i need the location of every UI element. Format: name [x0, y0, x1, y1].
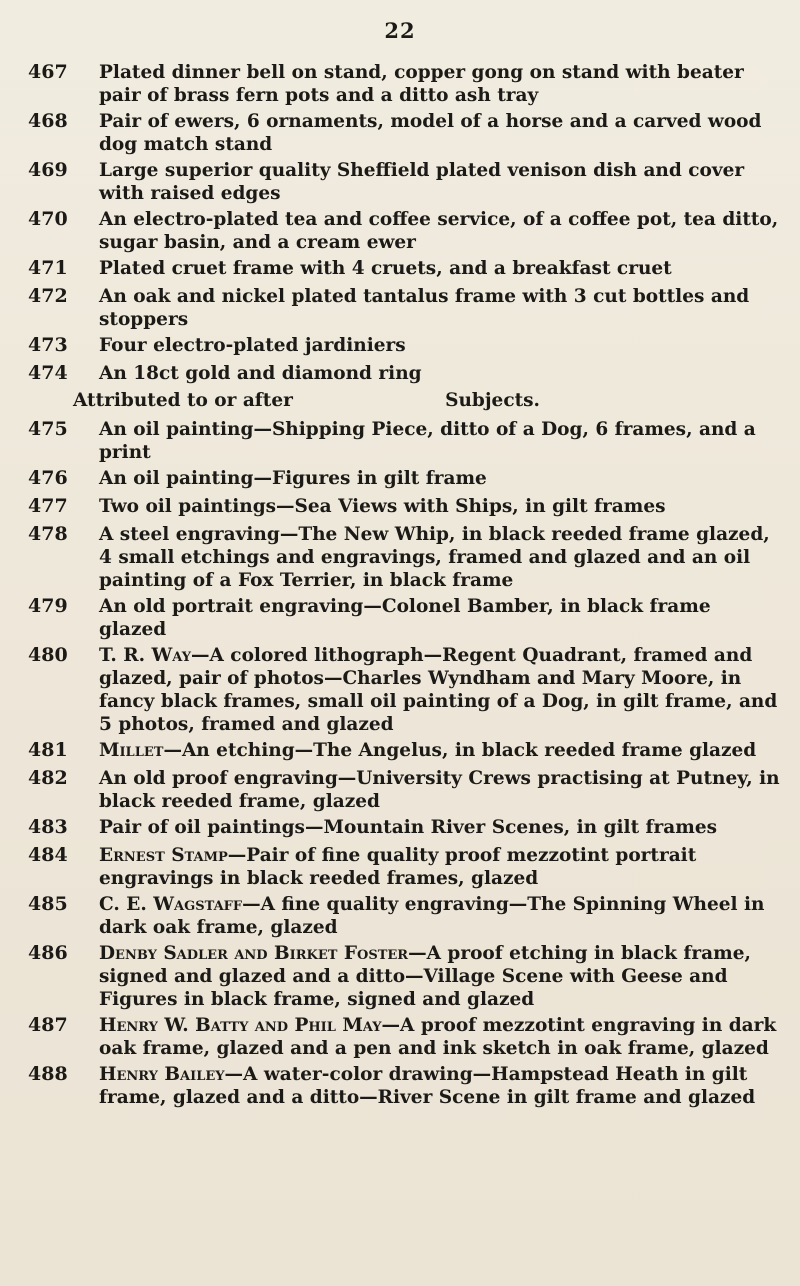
lot-entry — [28, 464, 780, 492]
lot-description: A steel engraving—The New Whip, in black reeded frame glazed, 4 small etchings and engravings, framed and glazed and an oil painting of a Fox Terrier, in black frame — [99, 524, 770, 591]
lot-entry — [28, 205, 780, 254]
lot-artist: Henry W. Batty and Phil May — [99, 1015, 382, 1036]
lot-number: 483 — [28, 816, 68, 838]
lot-number: 478 — [28, 523, 68, 545]
lot-description: Plated cruet frame with 4 cruets, and a breakfast cruet — [99, 258, 672, 279]
lot-number: 472 — [28, 285, 68, 307]
lot-artist: T. R. Way — [99, 645, 192, 666]
lot-number: 476 — [28, 467, 68, 489]
lot-number: 467 — [28, 61, 68, 83]
lot-entry — [28, 254, 780, 282]
lot-description — [99, 1060, 780, 1109]
lot-entry — [28, 813, 780, 841]
lot-entry — [28, 736, 780, 764]
lot-entry — [28, 939, 780, 1011]
lot-artist: Ernest Stamp — [99, 845, 228, 866]
lot-description: Pair of ewers, 6 ornaments, model of a horse and a carved wood dog match stand — [99, 111, 762, 155]
lot-entry — [28, 282, 780, 331]
lot-description: An electro-plated tea and coffee service, of a coffee pot, tea ditto, sugar basin, and a cream ewer — [99, 209, 779, 253]
lot-entry — [28, 107, 780, 156]
lot-description-text: —A proof mezzotint engraving in dark oak frame, glazed and a pen and ink sketch in oak frame, glazed — [99, 1015, 777, 1059]
section-header — [28, 387, 780, 415]
lot-entry — [28, 359, 780, 387]
lot-description — [99, 890, 780, 939]
lot-number: 477 — [28, 495, 68, 517]
lot-entry — [28, 331, 780, 359]
lot-number: 475 — [28, 418, 68, 440]
section-header-attribution: Attributed to or after — [73, 390, 293, 411]
lot-artist: Denby Sadler and Birket Foster — [99, 943, 409, 964]
lot-entry — [28, 156, 780, 205]
lot-entry — [28, 58, 780, 107]
lot-number: 479 — [28, 595, 68, 617]
lot-number: 480 — [28, 644, 68, 666]
lot-description — [99, 641, 780, 736]
lot-description: Two oil paintings—Sea Views with Ships, in gilt frames — [99, 496, 666, 517]
lot-description: Four electro-plated jardiniers — [99, 335, 406, 356]
lot-entry — [28, 1011, 780, 1060]
lot-description-text: —Pair of fine quality proof mezzotint portrait engravings in black reeded frames, glazed — [99, 845, 697, 889]
lot-entry — [28, 492, 780, 520]
lot-description-text: —A proof etching in black frame, signed and glazed and a ditto—Village Scene with Geese and Figures in black frame, signed and glazed — [99, 943, 751, 1010]
lot-number: 484 — [28, 844, 68, 866]
lot-number: 471 — [28, 257, 68, 279]
lot-entry — [28, 415, 780, 464]
lot-description — [99, 1011, 780, 1060]
lot-entry — [28, 890, 780, 939]
lot-artist: C. E. Wagstaff — [99, 894, 243, 915]
lot-entry — [28, 520, 780, 592]
lot-number: 482 — [28, 767, 68, 789]
section-header-subjects: Subjects. — [445, 390, 540, 411]
lot-description — [99, 736, 780, 762]
lot-description-text: —A fine quality engraving—The Spinning Wheel in dark oak frame, glazed — [99, 894, 765, 938]
lot-description-text: —A colored lithograph—Regent Quadrant, framed and glazed, pair of photos—Charles Wyndham and Mary Moore, in fancy black frames, small oil painting of a Dog, in gilt frame, and 5 photos, framed and glazed — [99, 645, 778, 735]
lot-number: 486 — [28, 942, 68, 964]
page-number: 22 — [384, 18, 416, 43]
lot-number: 488 — [28, 1063, 68, 1085]
lot-number: 481 — [28, 739, 68, 761]
lot-description: Pair of oil paintings—Mountain River Scenes, in gilt frames — [99, 817, 718, 838]
lot-number: 470 — [28, 208, 68, 230]
lot-description: An 18ct gold and diamond ring — [99, 363, 422, 384]
lot-number: 474 — [28, 362, 68, 384]
lot-description: Large superior quality Sheffield plated venison dish and cover with raised edges — [99, 160, 745, 204]
lot-entry — [28, 641, 780, 736]
lot-description — [99, 841, 780, 890]
lot-number: 485 — [28, 893, 68, 915]
lot-description-text: —A water-color drawing—Hampstead Heath in gilt frame, glazed and a ditto—River Scene in gilt frame and glazed — [99, 1064, 756, 1108]
lot-description: An oil painting—Shipping Piece, ditto of a Dog, 6 frames, and a print — [99, 419, 756, 463]
lot-description: An oil painting—Figures in gilt frame — [99, 468, 487, 489]
lot-number: 468 — [28, 110, 68, 132]
lot-entry — [28, 764, 780, 813]
lot-description: An old proof engraving—University Crews practising at Putney, in black reeded frame, glazed — [99, 768, 780, 812]
lot-number: 469 — [28, 159, 68, 181]
lot-list — [28, 58, 780, 1109]
lot-description: An old portrait engraving—Colonel Bamber, in black frame glazed — [99, 596, 711, 640]
lot-artist: Millet — [99, 740, 164, 761]
lot-number: 487 — [28, 1014, 68, 1036]
lot-description: An oak and nickel plated tantalus frame with 3 cut bottles and stoppers — [99, 286, 750, 330]
lot-description-text: —An etching—The Angelus, in black reeded frame glazed — [163, 740, 757, 761]
lot-entry — [28, 592, 780, 641]
lot-description: Plated dinner bell on stand, copper gong on stand with beater pair of brass fern pots and a ditto ash tray — [99, 62, 744, 106]
lot-number: 473 — [28, 334, 68, 356]
lot-description — [99, 939, 780, 1011]
lot-entry — [28, 841, 780, 890]
lot-artist: Henry Bailey — [99, 1064, 225, 1085]
lot-entry — [28, 1060, 780, 1109]
